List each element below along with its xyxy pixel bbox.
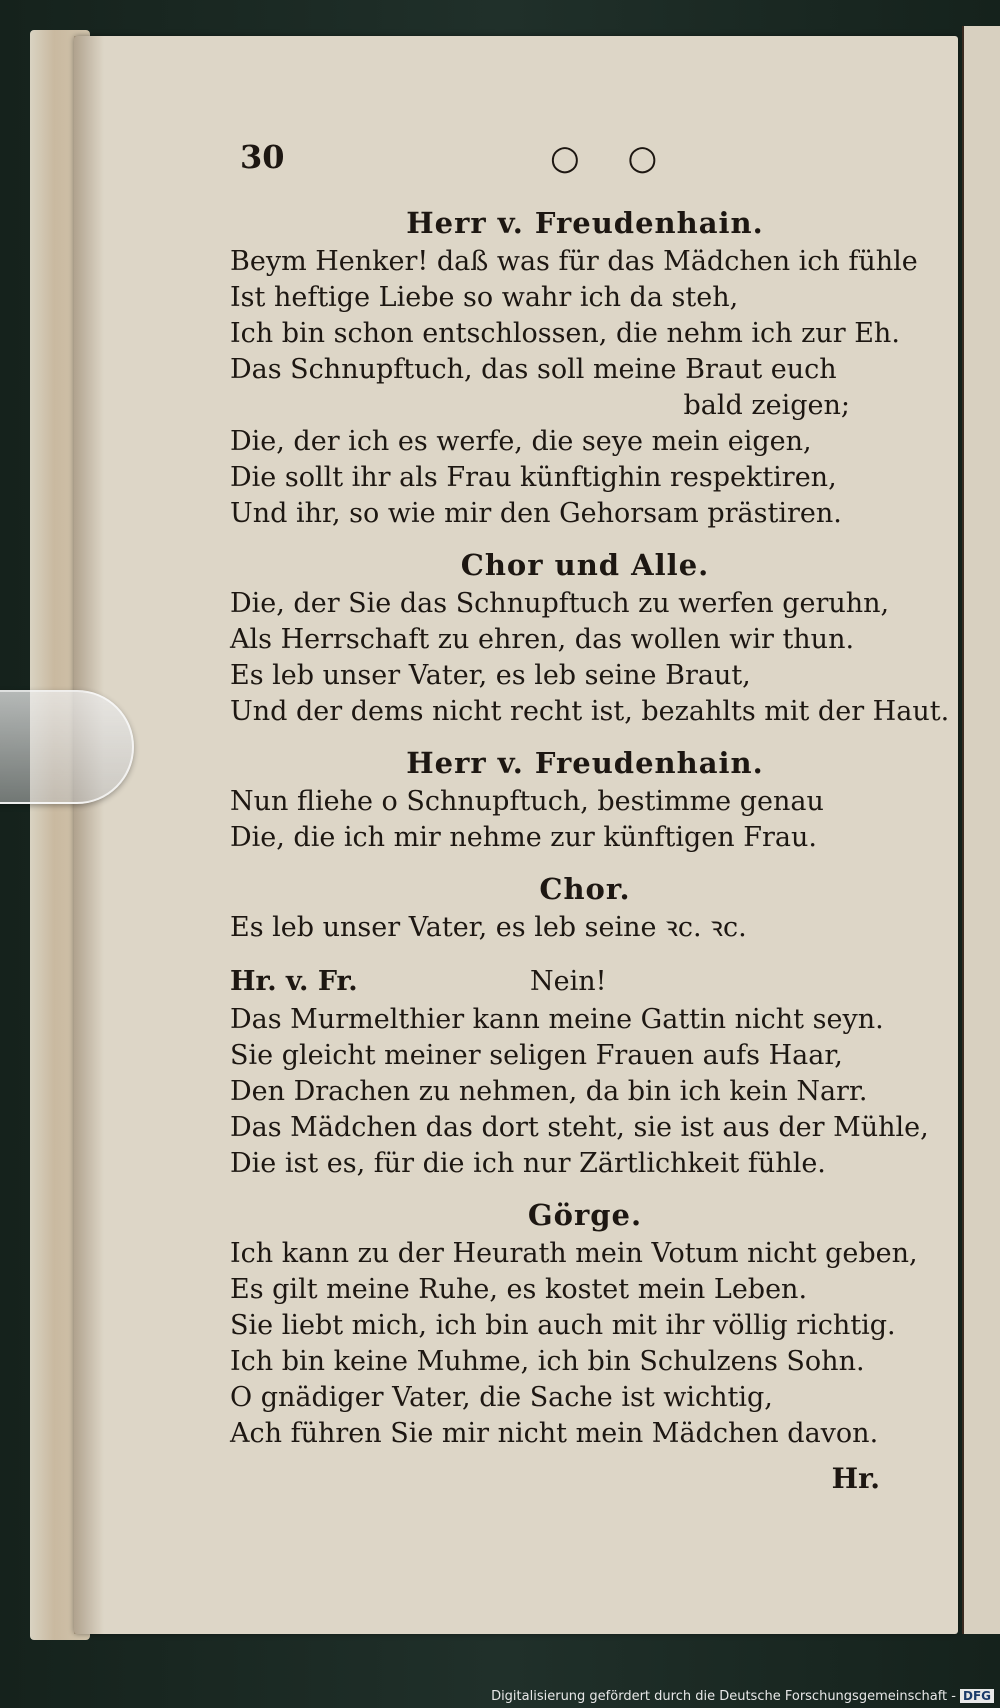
verse-line: Und der dems nicht recht ist, bezahlts mit der Haut. [230,696,950,727]
verse-line-continuation: bald zeigen; [683,390,850,421]
verse-line: Und ihr, so wie mir den Gehorsam prästiren. [230,498,842,529]
gutter-shadow [74,36,104,1634]
verse-block-2 [230,548,950,730]
speaker-heading: Görge. [527,1198,643,1232]
verse-line: Ich kann zu der Heurath mein Votum nicht geben, [230,1238,918,1269]
verse-line: Beym Henker! daß was für das Mädchen ich fühle [230,246,918,277]
speaker-heading: Chor. [539,872,631,906]
credit-text: Digitalisierung gefördert durch die Deutsche Forschungsgemeinschaft - [491,1689,956,1704]
verse-line: Es leb unser Vater, es leb seine ꝛc. ꝛc. [230,912,747,943]
verse-block-3 [230,746,940,856]
glass-weight-clip [0,690,134,804]
verse-line: Es gilt meine Ruhe, es kostet mein Leben. [230,1274,808,1305]
verse-line: Sie gleicht meiner seligen Frauen aufs Haar, [230,1040,843,1071]
speaker-abbreviation: Hr. v. Fr. [230,966,358,997]
verse-block-1 [230,206,940,532]
verse-line: Die, der Sie das Schnupftuch zu werfen geruhn, [230,588,890,619]
verse-line: Ach führen Sie mir nicht mein Mädchen davon. [230,1418,879,1449]
speaker-heading: Herr v. Freudenhain. [406,746,764,780]
verse-line: Die, der ich es werfe, die seye mein eigen, [230,426,812,457]
verse-line: Die sollt ihr als Frau künftighin respektiren, [230,462,837,493]
verse-line: O gnädiger Vater, die Sache ist wichtig, [230,1382,773,1413]
verse-line: Ich bin schon entschlossen, die nehm ich zur Eh. [230,318,900,349]
verse-line: Es leb unser Vater, es leb seine Braut, [230,660,751,691]
adjacent-page [962,26,1000,1634]
verse-line: Den Drachen zu nehmen, da bin ich kein Narr. [230,1076,868,1107]
speaker-heading: Herr v. Freudenhain. [406,206,764,240]
verse-line: Das Schnupftuch, das soll meine Braut euch [230,354,837,385]
catchword: Hr. [831,1462,880,1495]
verse-line: Sie liebt mich, ich bin auch mit ihr völlig richtig. [230,1310,896,1341]
page-text [230,130,950,1495]
exclamation: Nein! [530,966,607,997]
speaker-heading: Chor und Alle. [460,548,710,582]
page-number: 30 [240,138,285,176]
page-header [230,130,940,190]
verse-line: Die, die ich mir nehme zur künftigen Frau. [230,822,817,853]
verse-line: Das Mädchen das dort steht, sie ist aus der Mühle, [230,1112,929,1143]
verse-line: Als Herrschaft zu ehren, das wollen wir thun. [230,624,855,655]
digitization-credit [491,1689,994,1704]
verse-line: Das Murmelthier kann meine Gattin nicht seyn. [230,1004,884,1035]
verse-block-4 [230,872,940,946]
inline-speaker-row [230,962,940,1002]
verse-line: Ist heftige Liebe so wahr ich da steh, [230,282,739,313]
verse-line: Die ist es, für die ich nur Zärtlichkeit fühle. [230,1148,826,1179]
header-ornament: ○ ○ [550,138,676,178]
verse-block-goerge [230,1198,940,1452]
verse-line: Nun fliehe o Schnupftuch, bestimme genau [230,786,824,817]
dfg-logo: DFG [960,1689,994,1703]
verse-line: Ich bin keine Muhme, ich bin Schulzens Sohn. [230,1346,865,1377]
verse-block-5 [230,1002,940,1182]
